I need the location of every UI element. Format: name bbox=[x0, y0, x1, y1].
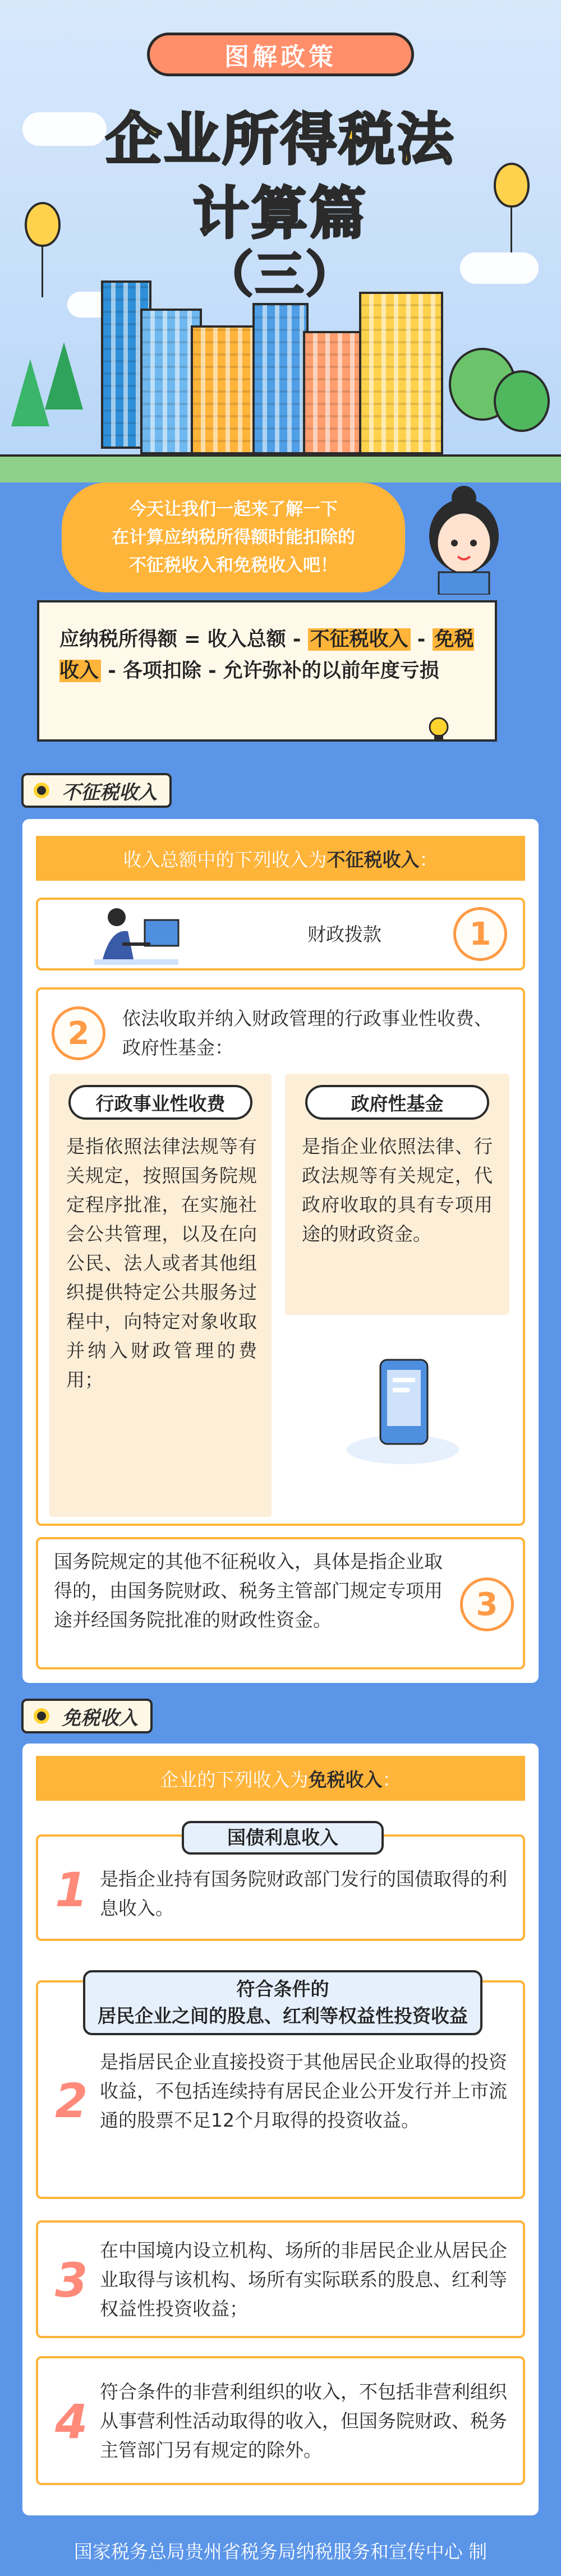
band-bold-text: 不征税收入 bbox=[327, 848, 420, 871]
section-band bbox=[36, 836, 525, 881]
item-text: 是指居民企业直接投资于其他居民企业取得的投资收益，不包括连续持有居民企业公开发行并上市流通的股票不足12个月取得的投资收益。 bbox=[100, 2051, 507, 2131]
list-item bbox=[36, 987, 525, 1526]
band-text: ： bbox=[382, 1768, 401, 1791]
formula-text: 应纳税所得额 = 收入总额 - bbox=[59, 628, 308, 651]
page-title-line1: 企业所得税法 bbox=[105, 107, 456, 172]
bullet-icon bbox=[34, 783, 49, 798]
item-text: 依法收取并纳入财政管理的行政事业性收费、政府性基金： bbox=[122, 1008, 493, 1059]
item-title: 国债利息收入 bbox=[182, 1821, 384, 1855]
sub-card-title: 行政事业性收费 bbox=[68, 1085, 252, 1120]
number-label: 3 bbox=[55, 2253, 88, 2308]
sub-card-text: 是指企业依照法律、行政法规等有关规定，代政府收取的具有专项用途的财政资金。 bbox=[302, 1135, 493, 1245]
number-badge: 2 bbox=[52, 1006, 105, 1060]
formula-highlight: 免税收入 bbox=[59, 628, 474, 682]
formula-text: - bbox=[410, 628, 433, 651]
footer-credit: 国家税务总局贵州省税务局纳税服务和宣传中心 制 bbox=[73, 2540, 488, 2563]
list-item bbox=[36, 898, 525, 970]
band-bold-text: 免税收入 bbox=[308, 1768, 383, 1791]
sub-card-text: 是指依照法律法规等有关规定，按照国务院规定程序批准，在实施社会公共管理，以及在向公民、法人或者其他组织提供特定公共服务过程中，向特定对象收取并纳入财政管理的费用； bbox=[66, 1135, 257, 1391]
item-title-line: 居民企业之间的股息、红利等权益性投资收益 bbox=[98, 2005, 468, 2027]
intro-speech-bubble bbox=[62, 482, 405, 592]
list-item bbox=[36, 1827, 525, 1941]
item-title-line: 符合条件的 bbox=[236, 1978, 329, 2000]
page-title-line3: （三） bbox=[205, 247, 356, 303]
list-item bbox=[36, 2220, 525, 2338]
hero-banner bbox=[0, 0, 561, 482]
intro-line: 今天让我们一起来了解一下 bbox=[129, 499, 338, 519]
grass bbox=[0, 454, 561, 482]
phone-illustration bbox=[341, 1337, 465, 1472]
number-label: 2 bbox=[55, 2073, 88, 2128]
bullet-icon bbox=[34, 1708, 49, 1724]
number-label: 4 bbox=[55, 2394, 88, 2449]
category-tag-label: 图解政策 bbox=[224, 43, 337, 71]
building bbox=[191, 325, 258, 454]
number-label: 1 bbox=[55, 1862, 88, 1917]
item-text: 在中国境内设立机构、场所的非居民企业从居民企业取得与该机构、场所有实际联系的股息、红利等权益性投资收益； bbox=[100, 2239, 507, 2320]
sub-card-admin-fees bbox=[49, 1074, 272, 1517]
band-text: ： bbox=[419, 848, 438, 871]
item-text: 是指企业持有国务院财政部门发行的国债取得的利息收入。 bbox=[100, 1868, 507, 1919]
sub-card-gov-fund bbox=[285, 1074, 509, 1315]
item-text: 国务院规定的其他不征税收入，具体是指企业取得的，由国务院财政、税务主管部门规定专项用途并经国务院批准的财政性资金。 bbox=[54, 1551, 443, 1631]
band-text: 收入总额中的下列收入为 bbox=[123, 848, 327, 871]
intro-line: 不征税收入和免税收入吧！ bbox=[129, 555, 338, 576]
item-text: 符合条件的非营利组织的收入，不包括非营利组织从事营利性活动取得的收入，但国务院财政、税务主管部门另有规定的除外。 bbox=[100, 2381, 507, 2461]
building bbox=[359, 292, 443, 454]
reading-person-illustration bbox=[89, 903, 184, 968]
tree-icon bbox=[494, 370, 550, 432]
building bbox=[252, 303, 309, 454]
formula-highlight: 不征税收入 bbox=[308, 628, 411, 651]
number-badge: 1 bbox=[453, 907, 507, 961]
tree-icon bbox=[11, 359, 49, 426]
list-item bbox=[36, 1537, 525, 1669]
lightbulb-icon bbox=[422, 712, 456, 746]
building bbox=[303, 331, 365, 454]
number-badge: 3 bbox=[460, 1577, 514, 1631]
sub-card-title: 政府性基金 bbox=[305, 1085, 489, 1120]
section-tag-label: 不征税收入 bbox=[62, 781, 157, 804]
list-item bbox=[36, 1980, 525, 2199]
formula-text: - 各项扣除 - 允许弥补的以前年度亏损 bbox=[101, 660, 439, 682]
tree-icon bbox=[45, 342, 83, 410]
section-band bbox=[36, 1756, 525, 1801]
customer-service-avatar bbox=[416, 482, 512, 595]
list-item bbox=[36, 2356, 525, 2485]
category-tag bbox=[147, 33, 414, 76]
section-tag-label: 免税收入 bbox=[62, 1706, 138, 1729]
city-skyline-illustration bbox=[0, 314, 561, 482]
intro-line: 在计算应纳税所得额时能扣除的 bbox=[112, 527, 355, 548]
item-title bbox=[83, 1970, 482, 2035]
band-text: 企业的下列收入为 bbox=[160, 1768, 309, 1791]
page-title-line2: 计算篇 bbox=[193, 181, 368, 246]
item-text: 财政拨款 bbox=[307, 923, 381, 945]
